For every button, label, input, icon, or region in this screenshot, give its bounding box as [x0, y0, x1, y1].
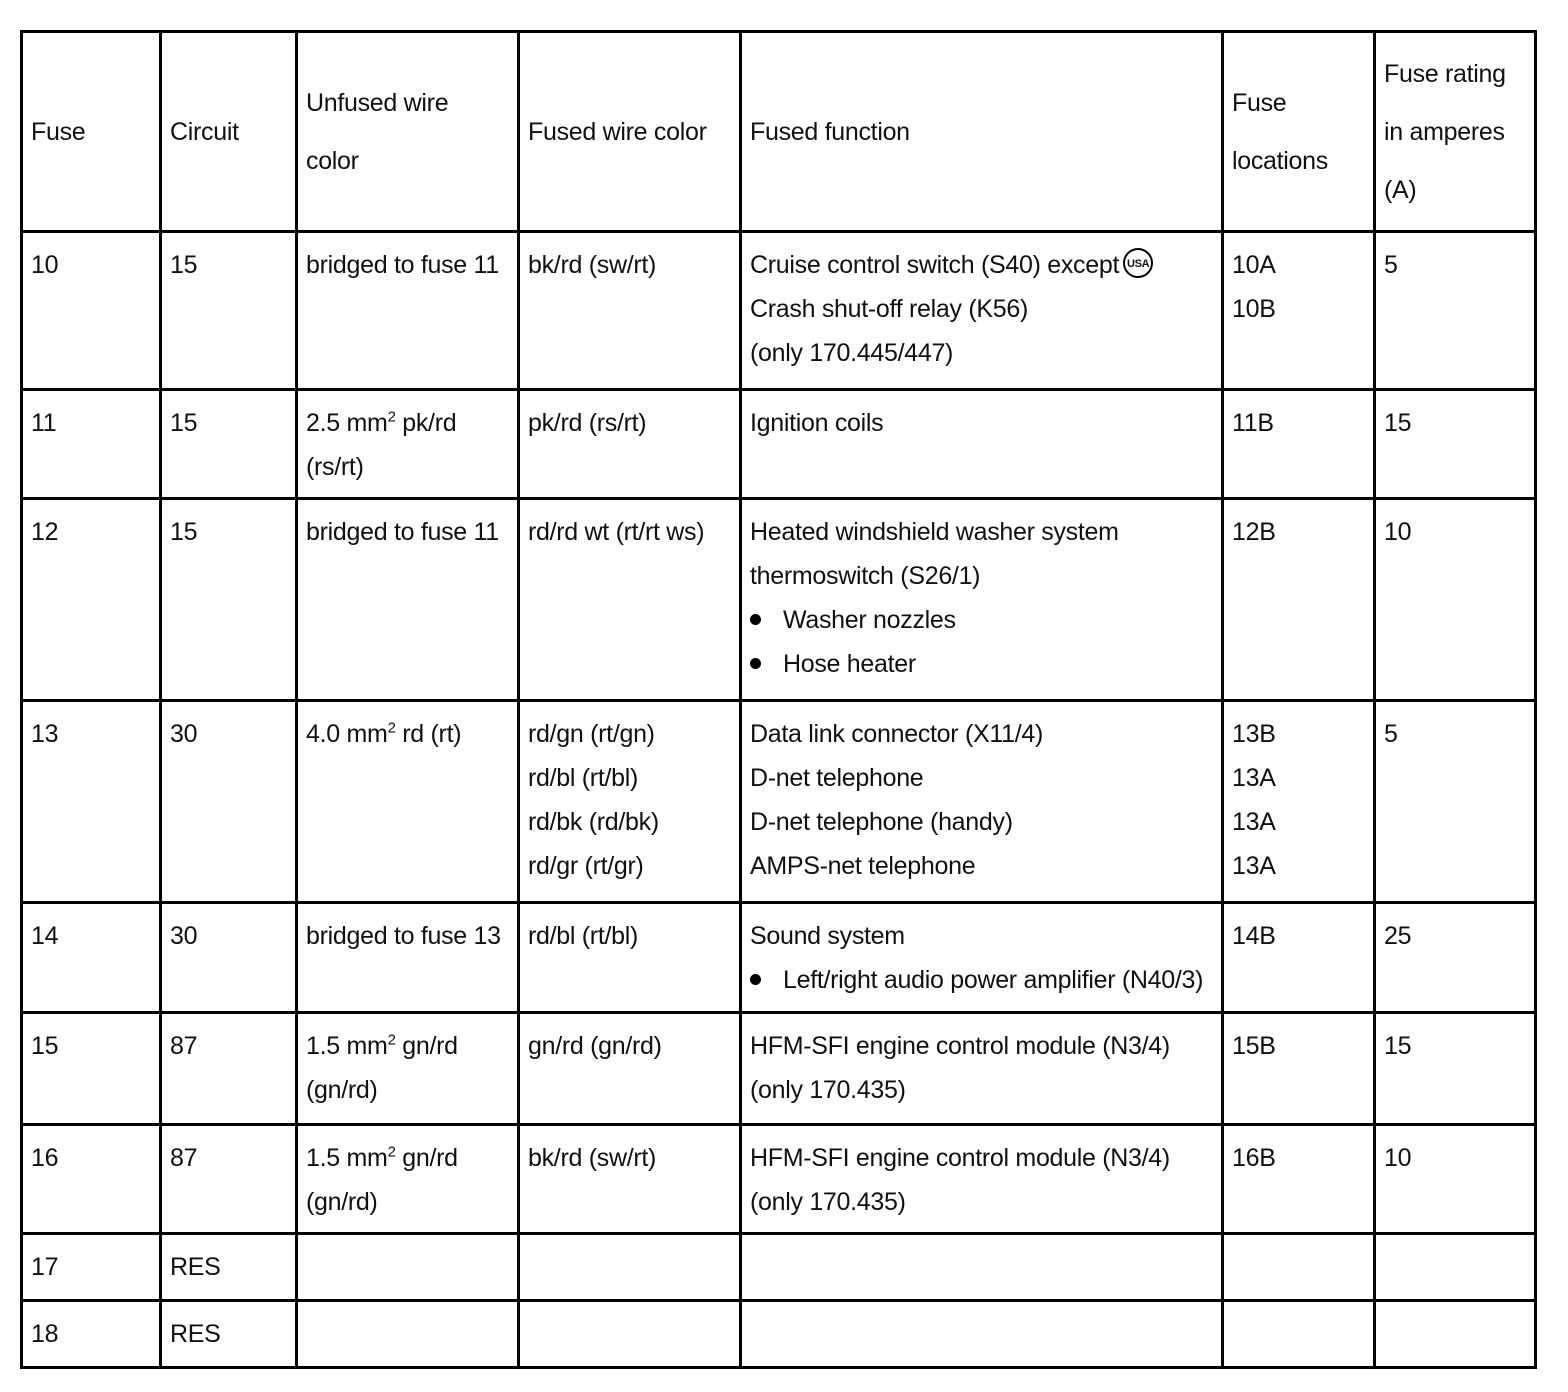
fuse-rating: 10: [1384, 1144, 1412, 1172]
function-text: D-net telephone (handy): [750, 808, 1013, 836]
wire-color: gn/rd: [395, 1144, 458, 1172]
cell-fuse-rating: [1375, 499, 1536, 701]
superscript: 2: [387, 719, 396, 737]
fuse-number: 14: [31, 922, 59, 950]
cell-fuse: [22, 1125, 161, 1234]
bullet-text: Washer nozzles: [783, 606, 956, 634]
bullet-icon: [750, 614, 761, 625]
fuse-rating: 15: [1384, 1032, 1412, 1060]
function-text: Ignition coils: [750, 409, 884, 437]
circuit-number: 30: [170, 720, 198, 748]
cell-fuse-rating: [1375, 1301, 1536, 1368]
table-row: [22, 1125, 1536, 1234]
cell-fuse: [22, 903, 161, 1013]
circuit-number: 30: [170, 922, 198, 950]
cell-unfused-wire-color: [297, 499, 519, 701]
fuse-rating: 5: [1384, 251, 1398, 279]
header-fuse-locations: Fuse locations: [1223, 32, 1375, 232]
fuse-location: 11B: [1232, 409, 1274, 437]
unfused-wire-text: [306, 1024, 509, 1068]
fuse-number: 18: [31, 1320, 59, 1348]
header-fused-function: Fused function: [741, 32, 1223, 232]
cell-fused-wire-color: [519, 701, 741, 903]
cell-fused-function: [741, 1301, 1223, 1368]
cell-unfused-wire-color: [297, 903, 519, 1013]
unfused-wire-text: bridged to fuse 11: [306, 518, 499, 546]
cell-fused-wire-color: [519, 903, 741, 1013]
cell-fuse-rating: [1375, 1234, 1536, 1301]
fused-wire-text: pk/rd (rs/rt): [528, 409, 647, 437]
cell-fuse-rating: [1375, 903, 1536, 1013]
fuse-location: 12B: [1232, 518, 1276, 546]
cell-fused-wire-color: [519, 1301, 741, 1368]
fuse-location: 14B: [1232, 922, 1276, 950]
cell-fuse: [22, 232, 161, 390]
function-text: Sound system: [750, 922, 905, 950]
cell-fused-wire-color: [519, 1013, 741, 1125]
unfused-wire-text: [306, 712, 509, 756]
fuse-location: 10A: [1232, 251, 1276, 279]
function-text: Heated windshield washer system: [750, 518, 1119, 546]
cell-circuit: [161, 1234, 297, 1301]
fuse-rating: 15: [1384, 409, 1412, 437]
cell-fused-function: [741, 390, 1223, 499]
cell-fuse: [22, 701, 161, 903]
function-text: HFM-SFI engine control module (N3/4): [750, 1144, 1170, 1172]
function-bullet: [750, 642, 1213, 686]
cell-fuse-rating: [1375, 390, 1536, 499]
cell-fuse-locations: [1223, 1301, 1375, 1368]
fuse-number: 11: [31, 409, 57, 437]
function-bullet: [750, 958, 1213, 1002]
header-circuit: Circuit: [161, 32, 297, 232]
fused-wire-text: bk/rd (sw/rt): [528, 251, 657, 279]
table-row: [22, 390, 1536, 499]
table-row: [22, 499, 1536, 701]
header-fuse: Fuse: [22, 32, 161, 232]
unfused-wire-text: bridged to fuse 13: [306, 922, 501, 950]
cell-fuse-locations: [1223, 499, 1375, 701]
wire-size: 4.0 mm: [306, 720, 388, 748]
function-text: (only 170.435): [750, 1076, 906, 1104]
table-row: [22, 1234, 1536, 1301]
wire-size: 1.5 mm: [306, 1032, 388, 1060]
table-row: [22, 1013, 1536, 1125]
circuit-number: 87: [170, 1032, 198, 1060]
unfused-wire-text: [306, 1136, 509, 1180]
cell-fused-wire-color: [519, 1125, 741, 1234]
fuse-location: 13B: [1232, 720, 1276, 748]
cell-circuit: [161, 1125, 297, 1234]
cell-unfused-wire-color: [297, 1234, 519, 1301]
cell-fused-wire-color: [519, 1234, 741, 1301]
fused-wire-text: rd/rd wt (rt/rt ws): [528, 518, 705, 546]
superscript: 2: [387, 408, 396, 426]
cell-fuse-rating: [1375, 1013, 1536, 1125]
function-text: D-net telephone: [750, 764, 924, 792]
unfused-wire-text: (rs/rt): [306, 453, 364, 481]
bullet-text: Left/right audio power amplifier (N40/3): [783, 966, 1204, 994]
fuse-rating: 5: [1384, 720, 1398, 748]
bullet-icon: [750, 974, 761, 985]
cell-unfused-wire-color: [297, 701, 519, 903]
cell-fuse: [22, 390, 161, 499]
function-text: Data link connector (X11/4): [750, 720, 1043, 748]
superscript: 2: [387, 1031, 396, 1049]
fuse-location: 13A: [1232, 764, 1276, 792]
header-fuse-rating: Fuse rating in amperes (A): [1375, 32, 1536, 232]
function-text: thermoswitch (S26/1): [750, 562, 981, 590]
cell-fuse: [22, 1301, 161, 1368]
fused-wire-text: rd/bl (rt/bl): [528, 922, 639, 950]
fused-wire-text: rd/gr (rt/gr): [528, 852, 644, 880]
cell-unfused-wire-color: [297, 1013, 519, 1125]
circuit-number: 87: [170, 1144, 198, 1172]
wire-size: 1.5 mm: [306, 1144, 388, 1172]
cell-circuit: [161, 903, 297, 1013]
wire-color: pk/rd: [395, 409, 457, 437]
cell-circuit: [161, 1013, 297, 1125]
cell-fused-function: [741, 232, 1223, 390]
header-unfused-wire-color: Unfused wire color: [297, 32, 519, 232]
fused-wire-text: gn/rd (gn/rd): [528, 1032, 662, 1060]
cell-fuse-locations: [1223, 701, 1375, 903]
cell-fuse: [22, 1013, 161, 1125]
cell-fuse: [22, 499, 161, 701]
cell-fuse: [22, 1234, 161, 1301]
fuse-location: 16B: [1232, 1144, 1276, 1172]
usa-icon: USA: [1123, 248, 1153, 278]
unfused-wire-text: (gn/rd): [306, 1188, 378, 1216]
cell-fused-function: [741, 701, 1223, 903]
function-bullet: [750, 598, 1213, 642]
function-text: AMPS-net telephone: [750, 852, 976, 880]
cell-unfused-wire-color: [297, 1301, 519, 1368]
bullet-icon: [750, 658, 761, 669]
fuse-location: 15B: [1232, 1032, 1276, 1060]
function-text: (only 170.445/447): [750, 339, 954, 367]
bullet-text: Hose heater: [783, 650, 916, 678]
fuse-location: 13A: [1232, 808, 1276, 836]
cell-fuse-locations: [1223, 1013, 1375, 1125]
cell-circuit: [161, 701, 297, 903]
cell-unfused-wire-color: [297, 232, 519, 390]
fuse-rating: 10: [1384, 518, 1412, 546]
cell-fuse-locations: [1223, 390, 1375, 499]
cell-fused-function: [741, 903, 1223, 1013]
cell-fuse-locations: [1223, 1234, 1375, 1301]
cell-fuse-locations: [1223, 903, 1375, 1013]
fuse-location: 13A: [1232, 852, 1276, 880]
cell-circuit: [161, 499, 297, 701]
cell-fused-function: [741, 499, 1223, 701]
circuit-number: 15: [170, 409, 198, 437]
function-text: HFM-SFI engine control module (N3/4): [750, 1032, 1170, 1060]
cell-fuse-rating: [1375, 701, 1536, 903]
fused-wire-text: rd/bl (rt/bl): [528, 764, 639, 792]
cell-circuit: [161, 1301, 297, 1368]
table-row: [22, 1301, 1536, 1368]
fused-wire-text: rd/gn (rt/gn): [528, 720, 655, 748]
fused-wire-text: rd/bk (rd/bk): [528, 808, 659, 836]
fuse-number: 13: [31, 720, 59, 748]
header-fused-wire-color: Fused wire color: [519, 32, 741, 232]
function-text: Crash shut-off relay (K56): [750, 295, 1028, 323]
fuse-table: [20, 30, 1537, 1369]
cell-fused-function: [741, 1234, 1223, 1301]
cell-fuse-rating: [1375, 1125, 1536, 1234]
cell-fuse-locations: [1223, 232, 1375, 390]
table-row: [22, 701, 1536, 903]
cell-fused-wire-color: [519, 499, 741, 701]
function-text: [750, 243, 1213, 287]
circuit-number: RES: [170, 1253, 221, 1281]
unfused-wire-text: (gn/rd): [306, 1076, 378, 1104]
wire-color: gn/rd: [395, 1032, 458, 1060]
fuse-number: 15: [31, 1032, 59, 1060]
function-text-part: Cruise control switch (S40) except: [750, 251, 1120, 279]
table-row: [22, 903, 1536, 1013]
cell-fused-function: [741, 1125, 1223, 1234]
wire-size: 2.5 mm: [306, 409, 388, 437]
fuse-location: 10B: [1232, 295, 1276, 323]
wire-color: rd (rt): [395, 720, 462, 748]
cell-fused-wire-color: [519, 232, 741, 390]
cell-unfused-wire-color: [297, 390, 519, 499]
fuse-rating: 25: [1384, 922, 1412, 950]
cell-unfused-wire-color: [297, 1125, 519, 1234]
unfused-wire-text: [306, 401, 509, 445]
circuit-number: 15: [170, 518, 198, 546]
cell-circuit: [161, 390, 297, 499]
superscript: 2: [387, 1143, 396, 1161]
cell-fuse-locations: [1223, 1125, 1375, 1234]
table-body: [22, 232, 1536, 1368]
cell-fused-function: [741, 1013, 1223, 1125]
cell-fuse-rating: [1375, 232, 1536, 390]
cell-circuit: [161, 232, 297, 390]
fuse-number: 17: [31, 1253, 59, 1281]
function-text: (only 170.435): [750, 1188, 906, 1216]
fuse-number: 10: [31, 251, 59, 279]
fuse-number: 16: [31, 1144, 59, 1172]
circuit-number: 15: [170, 251, 198, 279]
unfused-wire-text: bridged to fuse 11: [306, 251, 499, 279]
header-row: [22, 32, 1536, 232]
circuit-number: RES: [170, 1320, 221, 1348]
fused-wire-text: bk/rd (sw/rt): [528, 1144, 657, 1172]
cell-fused-wire-color: [519, 390, 741, 499]
fuse-number: 12: [31, 518, 59, 546]
table-row: [22, 232, 1536, 390]
